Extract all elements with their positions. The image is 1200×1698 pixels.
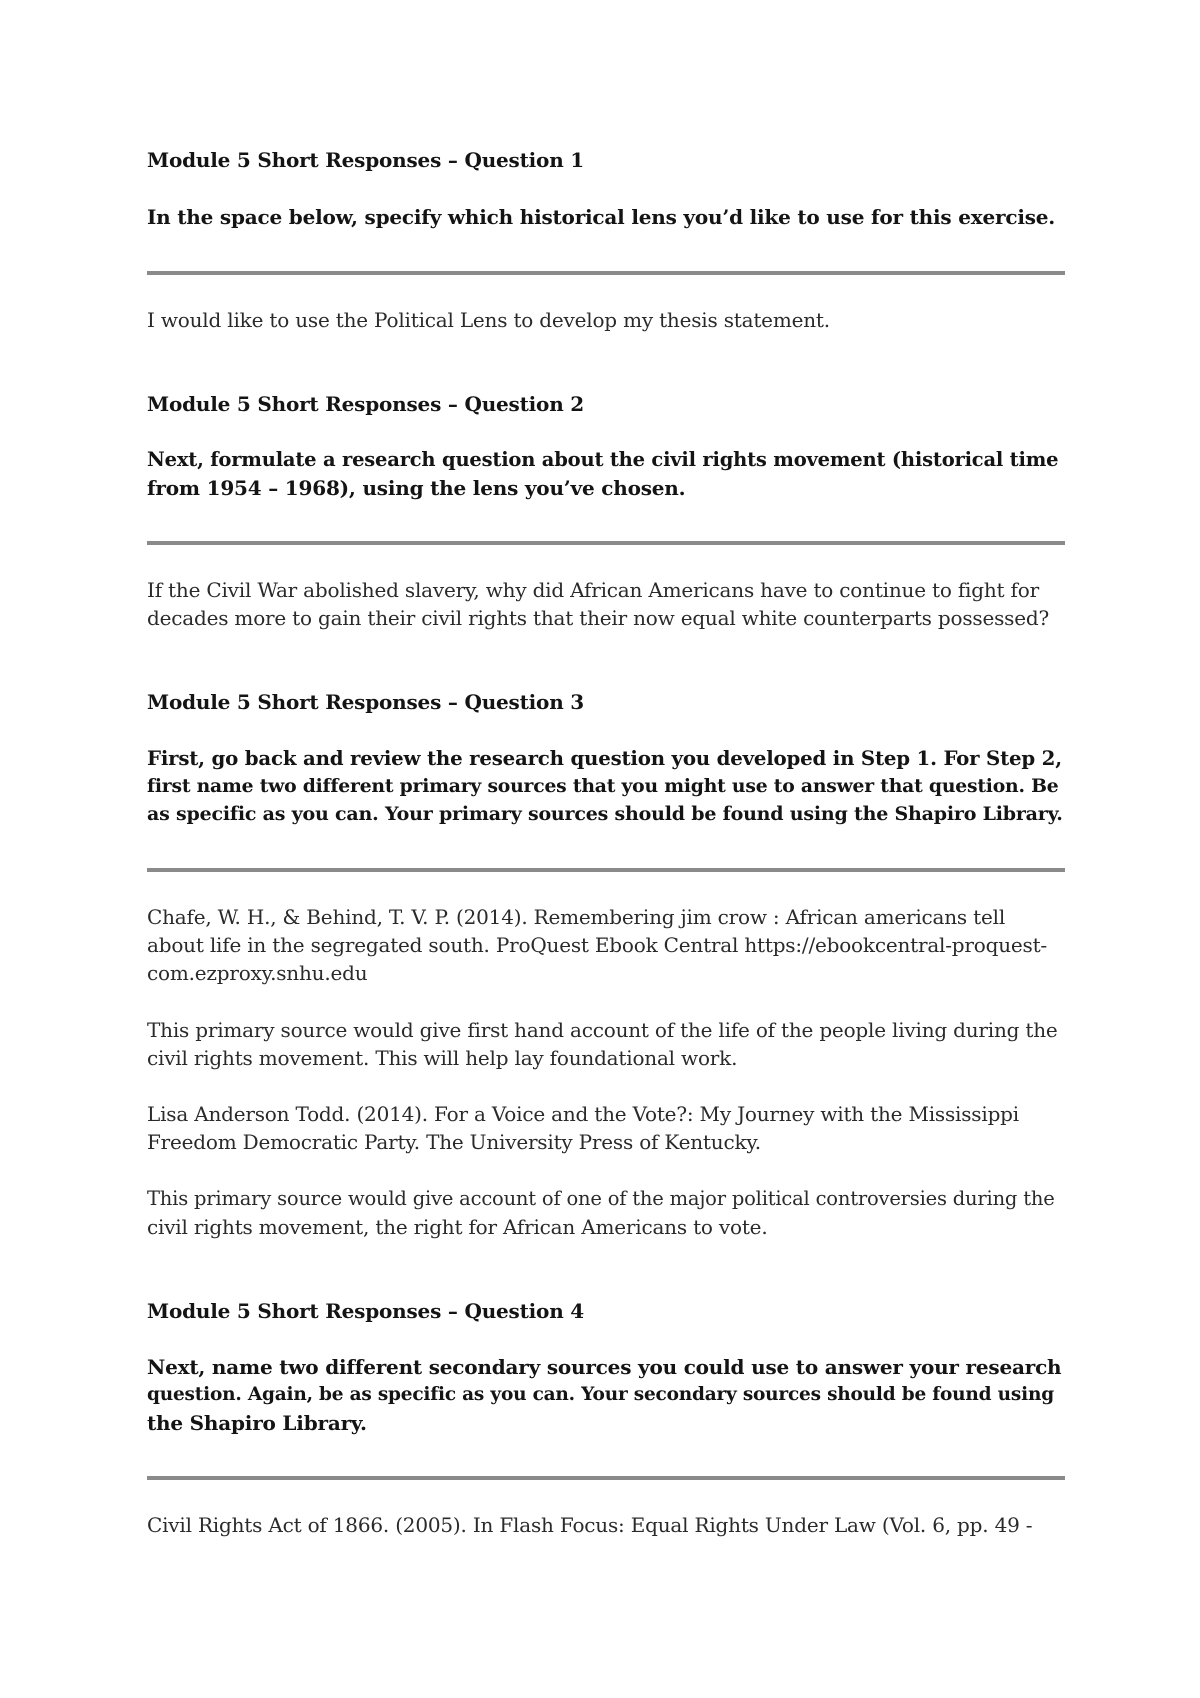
question-3-prompt-line-1: First, go back and review the research question you developed in Step 1. For Step 2, xyxy=(147,746,1062,770)
question-3-prompt-line-2: first name two different primary sources that you might use to answer that question. Be xyxy=(147,775,1059,797)
question-2-answer-line-1: If the Civil War abolished slavery, why did African Americans have to continue to fight for xyxy=(147,578,1039,602)
question-4-prompt-line-3: the Shapiro Library. xyxy=(147,1411,367,1435)
question-4-answer-line-1: Civil Rights Act of 1866. (2005). In Flash Focus: Equal Rights Under Law (Vol. 6, pp. 49 - xyxy=(147,1513,1033,1537)
question-3-divider xyxy=(147,868,1065,872)
question-2-prompt-line-1: Next, formulate a research question about the civil rights movement (historical time xyxy=(147,448,1059,471)
question-3-source-1-note-line-2: civil rights movement. This will help lay foundational work. xyxy=(147,1046,738,1070)
question-2-prompt-line-2: from 1954 – 1968), using the lens you’ve chosen. xyxy=(147,476,686,500)
question-3-source-1-line-3: com.ezproxy.snhu.edu xyxy=(147,961,368,985)
question-4-prompt-line-2: question. Again, be as specific as you can. Your secondary sources should be found using xyxy=(147,1384,1054,1405)
question-1-heading: Module 5 Short Responses – Question 1 xyxy=(147,148,585,172)
question-2-divider xyxy=(147,541,1065,545)
question-4-divider xyxy=(147,1476,1065,1480)
question-3-prompt-line-3: as specific as you can. Your primary sources should be found using the Shapiro Library. xyxy=(147,803,1063,825)
question-3-source-1-line-1: Chafe, W. H., & Behind, T. V. P. (2014). Remembering jim crow : African americans tell xyxy=(147,905,1006,929)
question-2-answer-line-2: decades more to gain their civil rights that their now equal white counterparts possessed? xyxy=(147,606,1050,630)
question-3-source-2-line-1: Lisa Anderson Todd. (2014). For a Voice and the Vote?: My Journey with the Mississippi xyxy=(147,1102,1019,1126)
question-2-heading: Module 5 Short Responses – Question 2 xyxy=(147,392,585,416)
question-3-source-1-note-line-1: This primary source would give first hand account of the life of the people living during the xyxy=(147,1018,1058,1042)
document-page xyxy=(147,0,1067,1698)
question-3-heading: Module 5 Short Responses – Question 3 xyxy=(147,690,585,714)
question-1-divider xyxy=(147,271,1065,275)
question-3-source-2-line-2: Freedom Democratic Party. The University Press of Kentucky. xyxy=(147,1130,761,1154)
question-3-source-2-note-line-1: This primary source would give account of one of the major political controversies during the xyxy=(147,1187,1055,1210)
question-3-source-1-line-2: about life in the segregated south. ProQuest Ebook Central https://ebookcentral-proquest- xyxy=(147,933,1047,957)
question-3-source-2-note-line-2: civil rights movement, the right for African Americans to vote. xyxy=(147,1215,768,1239)
question-4-prompt-line-1: Next, name two different secondary sources you could use to answer your research xyxy=(147,1355,1062,1379)
question-1-prompt-line-1: In the space below, specify which historical lens you’d like to use for this exercise. xyxy=(147,205,1056,229)
question-4-heading: Module 5 Short Responses – Question 4 xyxy=(147,1299,585,1323)
question-1-answer-line-1: I would like to use the Political Lens to develop my thesis statement. xyxy=(147,308,830,332)
